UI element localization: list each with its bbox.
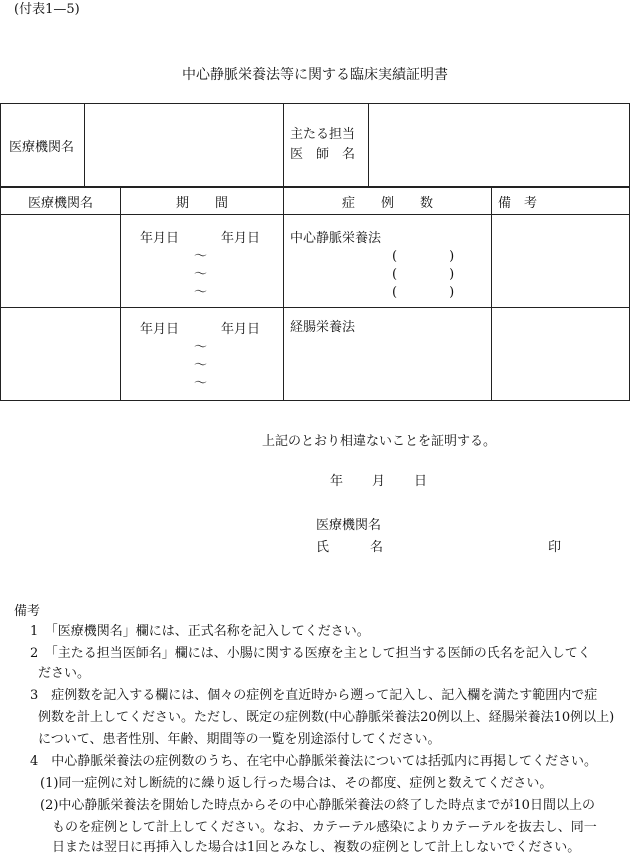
- table-row: [1, 215, 630, 308]
- row1-tilde-1: ～: [194, 249, 208, 264]
- name-label-2: 名: [370, 540, 384, 555]
- note-line: 1 「医療機関名」欄には、正式名称を記入してください。: [30, 624, 370, 639]
- row1-period-to: 年月日: [221, 231, 261, 246]
- date-day: 日: [414, 474, 428, 489]
- note-line: (2)中心静脈栄養法を開始した時点からその中心静脈栄養法の終了した時点までが10日間以上の: [40, 798, 595, 813]
- case-record-table: [0, 187, 630, 401]
- note-line: ものを症例として計上してください。なお、カテーテル感染によりカテーテルを抜去し、同一: [52, 820, 597, 835]
- row1-paren-3: ( ): [392, 285, 455, 300]
- row2-tilde-1: ～: [194, 340, 208, 355]
- note-line: 3 症例数を記入する欄には、個々の症例を直近時から遡って記入し、記入欄を満たす範囲内で症: [30, 688, 598, 703]
- row1-institution-cell[interactable]: [1, 215, 121, 308]
- note-line: 例数を計上してください。ただし、既定の症例数(中心静脈栄養法20例以上、経腸栄養法10例以上): [38, 710, 615, 725]
- row1-tilde-2: ～: [194, 267, 208, 282]
- doctor-label-line2: 医 師 名: [290, 147, 356, 162]
- doctor-input-cell[interactable]: [369, 104, 630, 187]
- note-line: ださい。: [38, 666, 91, 681]
- row2-remarks-cell[interactable]: [492, 308, 630, 401]
- note-line: (1)同一症例に対し断続的に繰り返し行った場合は、その都度、症例と数えてください。: [40, 776, 553, 791]
- header-case-count: 症 例 数: [284, 188, 492, 215]
- institution-input-cell[interactable]: [85, 104, 284, 187]
- row1-period-from: 年月日: [140, 231, 180, 246]
- note-line: について、患者性別、年齢、期間等の一覧を別途添付してください。: [38, 732, 441, 747]
- row2-tilde-2: ～: [194, 358, 208, 373]
- row2-case-cell[interactable]: [284, 308, 492, 401]
- certification-statement: 上記のとおり相違ないことを証明する。: [262, 434, 497, 449]
- certifying-institution-label: 医療機関名: [316, 518, 382, 533]
- name-label-1: 氏: [316, 540, 330, 555]
- date-month: 月: [372, 474, 386, 489]
- date-year: 年: [330, 474, 344, 489]
- notes-heading: 備考: [14, 604, 41, 619]
- row2-institution-cell[interactable]: [1, 308, 121, 401]
- note-line: 4 中心静脈栄養法の症例数のうち、在宅中心静脈栄養法については括弧内に再掲してください。: [30, 754, 598, 769]
- institution-doctor-table: [0, 103, 630, 187]
- row2-period-from: 年月日: [140, 322, 180, 337]
- header-period: 期 間: [121, 188, 284, 215]
- row2-period-to: 年月日: [221, 322, 261, 337]
- row2-method: 経腸栄養法: [290, 320, 356, 335]
- document-title: 中心静脈栄養法等に関する臨床実績証明書: [182, 67, 448, 83]
- doctor-label-line1: 主たる担当: [290, 127, 356, 142]
- institution-label: 医療機関名: [9, 139, 75, 155]
- seal-mark: 印: [548, 540, 562, 555]
- institution-label-cell: [1, 104, 85, 187]
- header-institution: 医療機関名: [1, 188, 121, 215]
- row1-case-cell[interactable]: [284, 215, 492, 308]
- table-row: [1, 308, 630, 401]
- row2-period-cell[interactable]: [121, 308, 284, 401]
- form-reference: (付表1—5): [14, 2, 80, 17]
- row1-paren-2: ( ): [392, 267, 455, 282]
- note-line: 日または翌日に再挿入した場合は1回とみなし、複数の症例として計上しないでください。: [52, 840, 581, 855]
- doctor-label-cell: [284, 104, 369, 187]
- row1-paren-1: ( ): [392, 249, 455, 264]
- row1-remarks-cell[interactable]: [492, 215, 630, 308]
- header-remarks: 備 考: [492, 188, 630, 215]
- row1-tilde-3: ～: [194, 285, 208, 300]
- row2-tilde-3: ～: [194, 376, 208, 391]
- note-line: 2 「主たる担当医師名」欄には、小腸に関する医療を主として担当する医師の氏名を記入してく: [30, 646, 591, 661]
- row1-method: 中心静脈栄養法: [290, 231, 382, 246]
- row1-period-cell[interactable]: [121, 215, 284, 308]
